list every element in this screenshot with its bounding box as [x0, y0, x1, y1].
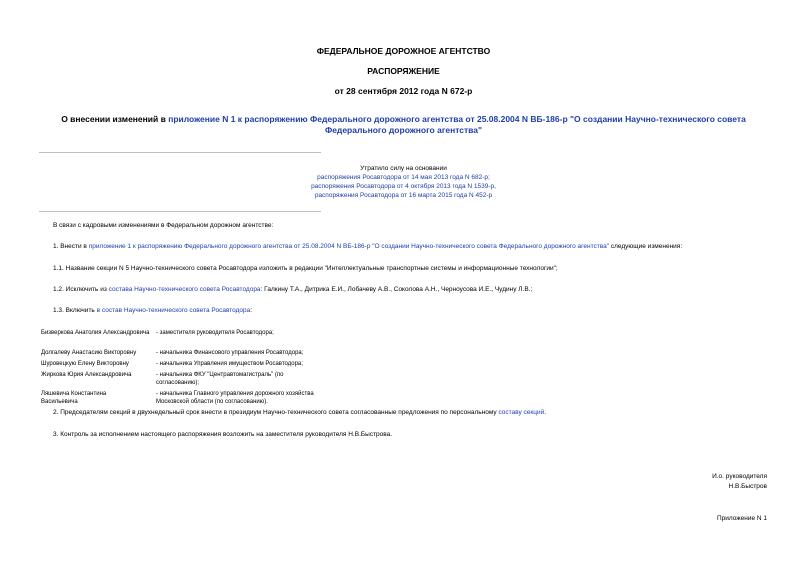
table-row: [41, 330, 781, 346]
status-link-2[interactable]: распоряжения Росавтодора от 4 октября 2013 года N 1539-р,: [311, 183, 496, 190]
title-prefix: О внесении изменений в: [61, 114, 169, 124]
document-date-number: от 28 сентября 2012 года N 672-р: [334, 86, 473, 96]
member-role: - заместителя руководителя Росавтодора;: [156, 330, 274, 336]
member-name: Бизверкова Анатолия Александровича: [41, 330, 150, 336]
top-divider: [39, 152, 321, 153]
appendix-label: Приложение N 1: [716, 515, 767, 522]
document-title: [40, 114, 767, 136]
member-name: Шуровецкую Елену Викторовну: [41, 361, 129, 367]
paragraph-1: [53, 243, 783, 251]
member-name: Жиркова Юрия Александровича: [41, 372, 132, 378]
paragraph-1-3: [53, 307, 252, 315]
table-row: [41, 361, 781, 370]
member-role: - начальника Финансового управления Росавтодора;: [156, 350, 304, 356]
member-name: Долгалеву Анастасию Викторовну: [41, 350, 137, 356]
p12-link[interactable]: состава Научно-технического совета Росавтодора: [108, 286, 261, 293]
paragraph-3: 3. Контроль за исполнением настоящего распоряжения возложить на заместителя руководителя Н.В.Быстрова.: [53, 431, 393, 438]
status-divider: [39, 211, 321, 212]
p13-start: 1.3. Включить: [53, 307, 97, 314]
p13-end: :: [250, 307, 253, 314]
title-link[interactable]: приложение N 1 к распоряжению Федерального дорожного агентства от 25.08.2004 N ВБ-186-р "О создании Научно-технического совета Федерального дорожного агентства": [168, 114, 746, 135]
status-link-1[interactable]: распоряжения Росавтодора от 14 мая 2013 года N 682-р;: [317, 174, 490, 181]
table-row: [41, 350, 781, 359]
paragraph-intro: В связи с кадровыми изменениями в Федеральном дорожном агентстве:: [53, 222, 274, 229]
document-type: РАСПОРЯЖЕНИЕ: [367, 66, 440, 76]
table-row: [41, 372, 781, 388]
status-intro: Утратило силу на основании: [360, 165, 447, 172]
paragraph-1-1: 1.1. Название секции N 5 Научно-технического совета Росавтодора изложить в редакции "Интеллектуальные транспортные системы и информационные технологии";: [53, 265, 558, 272]
status-link-3[interactable]: распоряжения Росавтодора от 16 марта 2015 года N 452-р: [314, 192, 493, 199]
p1-end: следующие изменения:: [609, 243, 683, 250]
signature-name: Н.В.Быстров: [728, 483, 767, 490]
p1-start: 1. Внести в: [53, 243, 89, 250]
signature-position: И.о. руководителя: [712, 473, 767, 480]
member-role: - начальника Главного управления дорожного хозяйства Московской области (по согласованию).: [156, 391, 314, 405]
signature-block: [712, 473, 767, 491]
p2-end: .: [544, 409, 547, 416]
p2-link[interactable]: составу секций: [498, 409, 545, 416]
p13-link[interactable]: в состав Научно-технического совета Росавтодора: [96, 307, 251, 314]
status-block: [0, 165, 807, 200]
member-role: - начальника ФКУ "Центравтомагистраль" (по согласованию);: [156, 372, 284, 386]
p12-end: : Галкину Т.А., Дитрика Е.И., Лобачеву А.В., Соколова А.Н., Черноусова И.Е., Чудину Л.В.;: [260, 286, 533, 293]
p2-start: 2. Председателям секций в двухнедельный срок внести в президиум Научно-технического совета согласованные предложения по персональному: [53, 409, 499, 416]
table-row: [41, 391, 781, 407]
paragraph-2: [53, 409, 783, 417]
p12-start: 1.2. Исключить из: [53, 286, 109, 293]
p1-link[interactable]: приложение 1 к распоряжению Федерального дорожного агентства от 25.08.2004 N ВБ-186-р "О создании Научно-технического совета Федерального дорожного агентства": [88, 243, 610, 250]
member-role: - начальника Управления имуществом Росавтодора;: [156, 361, 303, 367]
member-name: Ляшевича Константина Васильевича: [41, 391, 107, 405]
agency-name: ФЕДЕРАЛЬНОЕ ДОРОЖНОЕ АГЕНТСТВО: [316, 46, 491, 56]
paragraph-1-2: [53, 286, 783, 294]
